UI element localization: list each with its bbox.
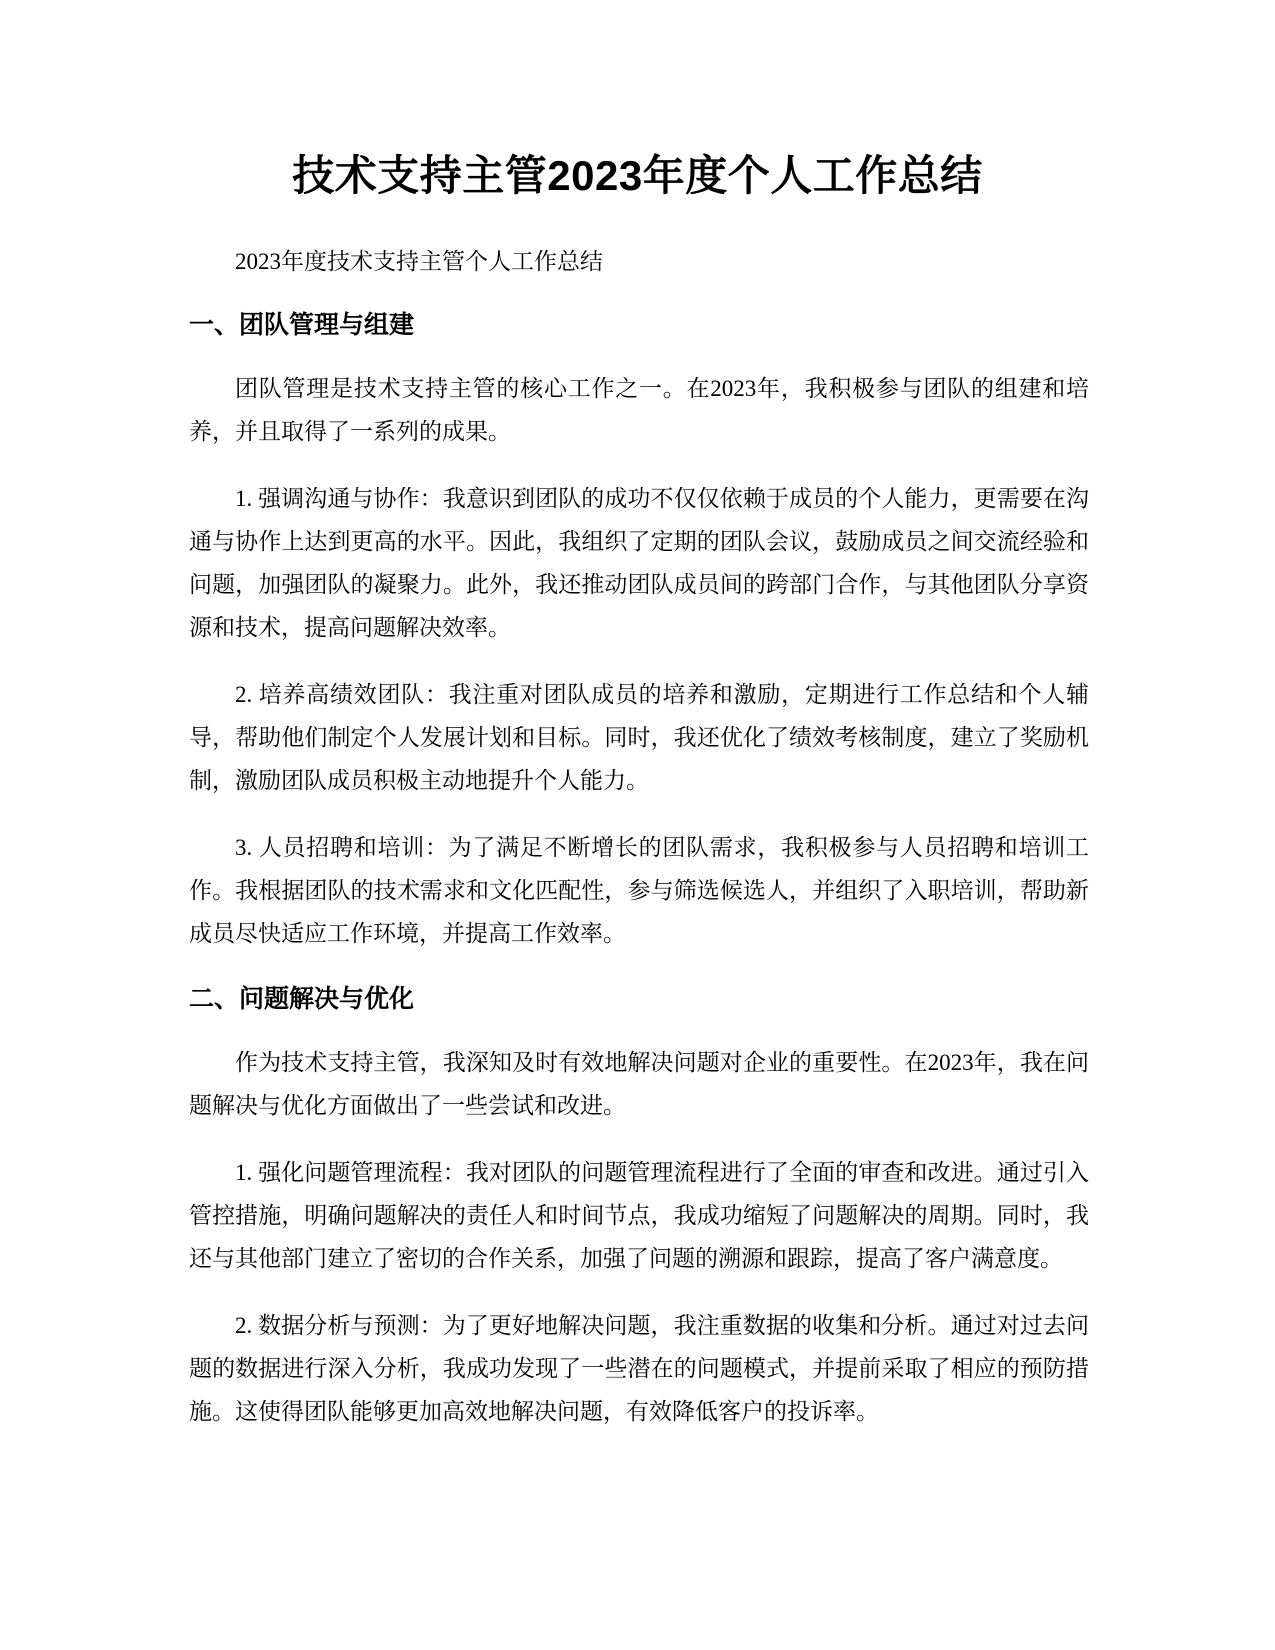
section-paragraph: 2. 培养高绩效团队：我注重对团队成员的培养和激励，定期进行工作总结和个人辅导，帮助他们制定个人发展计划和目标。同时，我还优化了绩效考核制度，建立了奖励机制，激励团队成员积极主动地提升个人能力。 [189, 682, 1089, 793]
section-paragraph: 1. 强调沟通与协作：我意识到团队的成功不仅仅依赖于成员的个人能力，更需要在沟通与协作上达到更高的水平。因此，我组织了定期的团队会议，鼓励成员之间交流经验和问题，加强团队的凝聚力。此外，我还推动团队成员间的跨部门合作，与其他团队分享资源和技术，提高问题解决效率。 [189, 486, 1089, 640]
section-paragraph: 作为技术支持主管，我深知及时有效地解决问题对企业的重要性。在2023年，我在问题解决与优化方面做出了一些尝试和改进。 [189, 1050, 1089, 1118]
document-body [189, 240, 1089, 1457]
section-problem-solving [189, 979, 1089, 1433]
section-heading: 二、问题解决与优化 [189, 985, 415, 1013]
section-paragraph: 1. 强化问题管理流程：我对团队的问题管理流程进行了全面的审查和改进。通过引入管控措施，明确问题解决的责任人和时间节点，我成功缩短了问题解决的周期。同时，我还与其他部门建立了密切的合作关系，加强了问题的溯源和跟踪，提高了客户满意度。 [189, 1160, 1089, 1271]
section-paragraph: 3. 人员招聘和培训：为了满足不断增长的团队需求，我积极参与人员招聘和培训工作。我根据团队的技术需求和文化匹配性，参与筛选候选人，并组织了入职培训，帮助新成员尽快适应工作环境，并提高工作效率。 [189, 835, 1089, 946]
section-heading: 一、团队管理与组建 [189, 311, 415, 339]
section-team-management [189, 305, 1089, 955]
section-paragraph: 2. 数据分析与预测：为了更好地解决问题，我注重数据的收集和分析。通过对过去问题的数据进行深入分析，我成功发现了一些潜在的问题模式，并提前采取了相应的预防措施。这使得团队能够更加高效地解决问题，有效降低客户的投诉率。 [189, 1313, 1089, 1424]
section-paragraph: 团队管理是技术支持主管的核心工作之一。在2023年，我积极参与团队的组建和培养，并且取得了一系列的成果。 [189, 376, 1089, 444]
document-subtitle: 2023年度技术支持主管个人工作总结 [235, 249, 603, 274]
document-title: 技术支持主管2023年度个人工作总结 [292, 152, 983, 199]
